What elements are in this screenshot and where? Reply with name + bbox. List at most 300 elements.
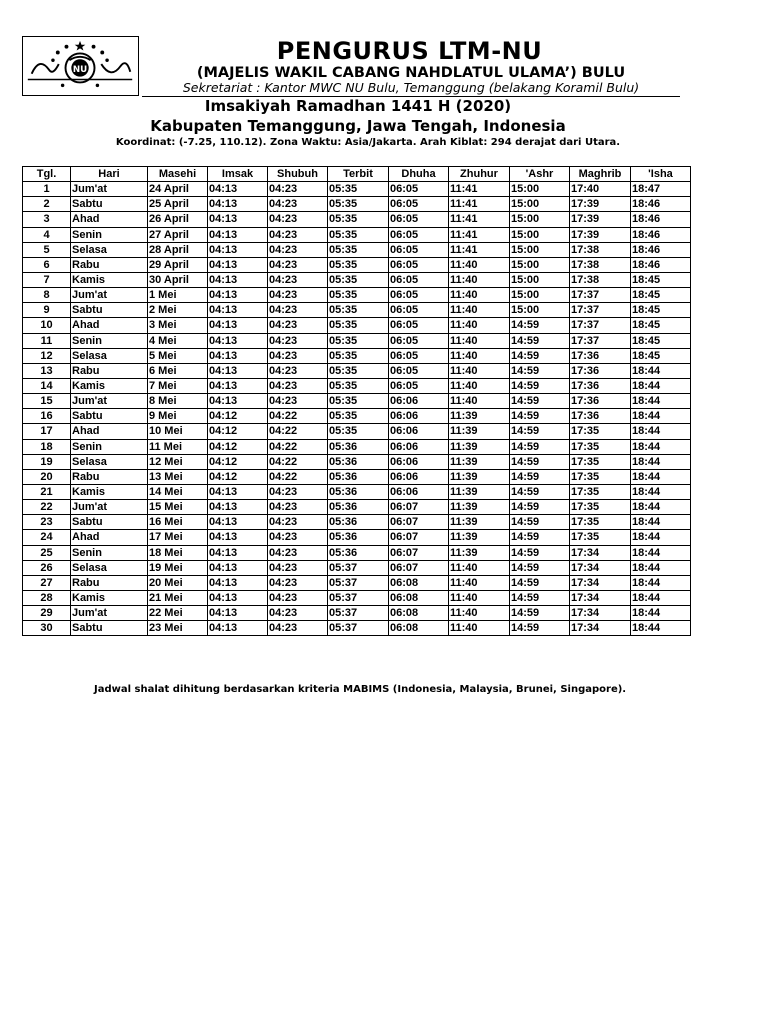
table-cell: 14:59 [510,606,570,621]
table-cell: 17:39 [570,227,631,242]
table-row [23,515,691,530]
table-row [23,378,691,393]
cell-day-number: 23 [23,515,71,530]
table-cell: 15:00 [510,303,570,318]
table-cell: 05:35 [328,197,389,212]
table-cell: 18:46 [631,197,691,212]
table-cell: 05:35 [328,212,389,227]
cell-day-number: 6 [23,257,71,272]
table-cell: 05:35 [328,409,389,424]
table-cell: 14:59 [510,439,570,454]
table-cell: 05:35 [328,333,389,348]
table-cell: 24 April [148,182,208,197]
table-cell: 04:13 [208,500,268,515]
table-cell: 06:07 [389,560,449,575]
table-row [23,348,691,363]
table-row [23,439,691,454]
table-cell: 04:13 [208,394,268,409]
table-cell: 11:39 [449,484,510,499]
table-cell: 11:40 [449,348,510,363]
table-cell: 18:44 [631,515,691,530]
table-cell: 05:36 [328,484,389,499]
table-cell: Jum'at [71,182,148,197]
table-cell: 14:59 [510,621,570,636]
table-row [23,394,691,409]
table-cell: 11:40 [449,590,510,605]
cell-day-number: 22 [23,500,71,515]
table-cell: 04:13 [208,303,268,318]
table-cell: Selasa [71,348,148,363]
table-cell: Sabtu [71,303,148,318]
table-cell: 14:59 [510,378,570,393]
table-cell: 13 Mei [148,469,208,484]
table-cell: 11:41 [449,197,510,212]
table-cell: 17:35 [570,530,631,545]
table-cell: Kamis [71,378,148,393]
table-cell: 4 Mei [148,333,208,348]
cell-day-number: 14 [23,378,71,393]
table-cell: Senin [71,333,148,348]
column-header: Zhuhur [449,167,510,182]
table-cell: 14:59 [510,560,570,575]
table-row [23,363,691,378]
table-cell: 05:35 [328,182,389,197]
cell-day-number: 3 [23,212,71,227]
table-cell: 11:39 [449,500,510,515]
table-cell: 17:37 [570,303,631,318]
table-cell: 18:44 [631,545,691,560]
table-cell: 05:35 [328,227,389,242]
table-cell: 14:59 [510,394,570,409]
table-cell: 06:05 [389,242,449,257]
table-cell: 15:00 [510,242,570,257]
table-cell: 17:35 [570,454,631,469]
table-cell: 05:35 [328,318,389,333]
table-cell: 14:59 [510,590,570,605]
column-header: Shubuh [268,167,328,182]
table-cell: 18:45 [631,303,691,318]
table-cell: 20 Mei [148,575,208,590]
table-cell: 18:45 [631,288,691,303]
table-cell: 17:35 [570,469,631,484]
table-cell: Selasa [71,454,148,469]
table-cell: 06:05 [389,363,449,378]
table-cell: 11:40 [449,333,510,348]
table-cell: 11:39 [449,439,510,454]
table-cell: 11:40 [449,272,510,287]
table-cell: 17:36 [570,409,631,424]
table-cell: 19 Mei [148,560,208,575]
column-header: Dhuha [389,167,449,182]
table-cell: 18:45 [631,318,691,333]
table-cell: 11:40 [449,394,510,409]
table-cell: 04:22 [268,454,328,469]
cell-day-number: 12 [23,348,71,363]
table-row [23,454,691,469]
table-cell: 06:05 [389,212,449,227]
cell-day-number: 19 [23,454,71,469]
cell-day-number: 2 [23,197,71,212]
column-header: Terbit [328,167,389,182]
table-cell: 15:00 [510,257,570,272]
table-cell: 28 April [148,242,208,257]
table-cell: 18:45 [631,348,691,363]
table-cell: 05:36 [328,469,389,484]
table-row [23,182,691,197]
table-cell: 04:22 [268,469,328,484]
table-cell: 14:59 [510,545,570,560]
table-row [23,242,691,257]
table-row [23,424,691,439]
table-cell: 06:05 [389,227,449,242]
table-cell: 04:12 [208,439,268,454]
table-cell: 9 Mei [148,409,208,424]
table-cell: 04:23 [268,303,328,318]
table-cell: 04:13 [208,575,268,590]
table-cell: 2 Mei [148,303,208,318]
table-cell: 11:39 [449,424,510,439]
table-cell: 18:46 [631,242,691,257]
table-cell: 04:23 [268,348,328,363]
table-cell: 18:46 [631,227,691,242]
table-cell: 10 Mei [148,424,208,439]
table-cell: 05:37 [328,621,389,636]
table-cell: 5 Mei [148,348,208,363]
table-cell: Jum'at [71,606,148,621]
table-cell: 05:36 [328,454,389,469]
table-cell: 17:37 [570,333,631,348]
table-cell: 06:08 [389,575,449,590]
table-cell: 18:44 [631,409,691,424]
footnote: Jadwal shalat dihitung berdasarkan kriteria MABIMS (Indonesia, Malaysia, Brunei, Singapore). [94,684,627,695]
table-cell: Ahad [71,318,148,333]
table-cell: 14:59 [510,469,570,484]
table-cell: 18:44 [631,606,691,621]
cell-day-number: 4 [23,227,71,242]
cell-day-number: 18 [23,439,71,454]
table-cell: 05:35 [328,394,389,409]
table-cell: 05:36 [328,545,389,560]
table-cell: 04:13 [208,182,268,197]
table-cell: 17:39 [570,197,631,212]
table-cell: 06:08 [389,590,449,605]
table-cell: 04:13 [208,545,268,560]
table-cell: 04:13 [208,318,268,333]
cell-day-number: 13 [23,363,71,378]
table-cell: 04:23 [268,272,328,287]
table-cell: 04:13 [208,212,268,227]
table-cell: 14:59 [510,409,570,424]
table-cell: 04:13 [208,272,268,287]
table-cell: 06:06 [389,484,449,499]
table-cell: 04:13 [208,590,268,605]
cell-day-number: 27 [23,575,71,590]
table-cell: 17 Mei [148,530,208,545]
table-cell: 05:35 [328,424,389,439]
table-cell: 17:34 [570,606,631,621]
table-cell: Senin [71,545,148,560]
table-cell: 15:00 [510,182,570,197]
table-cell: Rabu [71,363,148,378]
table-cell: 06:05 [389,257,449,272]
table-cell: 06:06 [389,394,449,409]
table-cell: 17:34 [570,590,631,605]
table-cell: 1 Mei [148,288,208,303]
table-cell: 05:35 [328,303,389,318]
table-cell: 17:35 [570,439,631,454]
table-body [23,182,691,636]
table-cell: 06:05 [389,333,449,348]
table-cell: 14:59 [510,424,570,439]
column-header: 'Isha [631,167,691,182]
table-cell: 11:40 [449,378,510,393]
table-cell: 17:34 [570,560,631,575]
table-row [23,621,691,636]
table-cell: 05:37 [328,606,389,621]
cell-day-number: 7 [23,272,71,287]
table-cell: Kamis [71,590,148,605]
table-cell: 04:12 [208,454,268,469]
cell-day-number: 17 [23,424,71,439]
table-cell: 16 Mei [148,515,208,530]
nu-emblem-icon [23,37,138,95]
table-cell: 11:40 [449,288,510,303]
table-cell: 11:39 [449,545,510,560]
table-cell: 04:13 [208,197,268,212]
nu-logo-text: NU [72,64,88,75]
table-row [23,560,691,575]
table-cell: 11:40 [449,257,510,272]
table-cell: 04:13 [208,560,268,575]
table-cell: 04:23 [268,257,328,272]
table-cell: 11:39 [449,515,510,530]
table-cell: 6 Mei [148,363,208,378]
table-cell: Rabu [71,257,148,272]
table-cell: 04:22 [268,439,328,454]
table-cell: 18:45 [631,333,691,348]
table-cell: 18:46 [631,257,691,272]
table-cell: 17:37 [570,288,631,303]
table-row [23,288,691,303]
table-cell: 7 Mei [148,378,208,393]
table-cell: 04:13 [208,363,268,378]
table-cell: 18:44 [631,424,691,439]
table-cell: 14:59 [510,318,570,333]
table-row [23,272,691,287]
table-cell: 14:59 [510,454,570,469]
cell-day-number: 30 [23,621,71,636]
table-cell: 18:46 [631,212,691,227]
table-cell: 11:40 [449,318,510,333]
table-cell: 04:23 [268,484,328,499]
table-cell: 18:44 [631,469,691,484]
table-cell: 04:13 [208,530,268,545]
table-cell: 18:44 [631,394,691,409]
table-cell: 04:12 [208,424,268,439]
table-cell: 11:39 [449,530,510,545]
table-cell: Kamis [71,272,148,287]
cell-day-number: 25 [23,545,71,560]
table-cell: 04:23 [268,197,328,212]
cell-day-number: 28 [23,590,71,605]
table-cell: 06:05 [389,272,449,287]
table-cell: 06:05 [389,318,449,333]
table-cell: 04:23 [268,378,328,393]
table-cell: 06:07 [389,515,449,530]
table-cell: 04:23 [268,575,328,590]
cell-day-number: 29 [23,606,71,621]
table-row [23,590,691,605]
table-cell: 04:13 [208,606,268,621]
table-cell: 11:41 [449,242,510,257]
table-cell: 04:23 [268,500,328,515]
table-cell: 04:23 [268,227,328,242]
table-cell: 04:23 [268,621,328,636]
table-cell: 17:36 [570,363,631,378]
table-cell: 06:06 [389,439,449,454]
table-cell: 04:13 [208,288,268,303]
table-cell: 06:06 [389,469,449,484]
cell-day-number: 10 [23,318,71,333]
table-cell: 04:13 [208,621,268,636]
table-cell: 05:36 [328,439,389,454]
table-cell: 17:34 [570,575,631,590]
table-cell: 15:00 [510,272,570,287]
table-cell: 04:23 [268,530,328,545]
table-row [23,500,691,515]
table-cell: 27 April [148,227,208,242]
table-cell: 17:38 [570,242,631,257]
table-cell: 11:40 [449,363,510,378]
table-cell: 14 Mei [148,484,208,499]
table-header-row [23,167,691,182]
table-cell: 11:39 [449,469,510,484]
table-cell: 11:40 [449,575,510,590]
org-title: PENGURUS LTM-NU [276,37,543,65]
table-cell: 22 Mei [148,606,208,621]
table-cell: 21 Mei [148,590,208,605]
table-cell: 06:05 [389,303,449,318]
table-cell: 06:07 [389,500,449,515]
table-cell: 05:35 [328,378,389,393]
table-cell: Jum'at [71,288,148,303]
table-cell: 06:08 [389,621,449,636]
table-cell: 25 April [148,197,208,212]
table-cell: 04:23 [268,560,328,575]
table-cell: 17:36 [570,378,631,393]
table-cell: Jum'at [71,500,148,515]
table-cell: 04:23 [268,242,328,257]
table-cell: 04:23 [268,288,328,303]
table-cell: 04:13 [208,227,268,242]
table-cell: 05:35 [328,363,389,378]
table-cell: 17:34 [570,545,631,560]
table-cell: 15:00 [510,197,570,212]
table-cell: 8 Mei [148,394,208,409]
table-cell: 04:23 [268,545,328,560]
table-cell: 18:47 [631,182,691,197]
cell-day-number: 8 [23,288,71,303]
table-cell: 14:59 [510,333,570,348]
table-cell: Sabtu [71,197,148,212]
table-cell: 06:05 [389,378,449,393]
table-cell: 04:22 [268,409,328,424]
table-cell: 17:39 [570,212,631,227]
table-cell: 06:05 [389,288,449,303]
table-cell: 05:35 [328,272,389,287]
table-cell: 04:23 [268,182,328,197]
column-header: 'Ashr [510,167,570,182]
table-cell: 04:12 [208,469,268,484]
table-cell: Sabtu [71,409,148,424]
table-cell: 04:13 [208,333,268,348]
table-cell: 11 Mei [148,439,208,454]
table-cell: 04:23 [268,363,328,378]
table-cell: 18:44 [631,500,691,515]
table-row [23,197,691,212]
table-cell: 11:39 [449,454,510,469]
table-cell: 06:05 [389,197,449,212]
table-cell: 11:41 [449,212,510,227]
table-row [23,257,691,272]
table-cell: Ahad [71,530,148,545]
table-cell: 14:59 [510,530,570,545]
table-cell: 05:37 [328,575,389,590]
table-cell: 06:05 [389,348,449,363]
document-region: Kabupaten Temanggung, Jawa Tengah, Indonesia [150,117,566,135]
table-cell: 15:00 [510,212,570,227]
table-cell: 17:38 [570,257,631,272]
table-cell: 18 Mei [148,545,208,560]
table-cell: 04:12 [208,409,268,424]
table-cell: Selasa [71,560,148,575]
table-cell: 06:05 [389,182,449,197]
table-cell: 06:08 [389,606,449,621]
table-row [23,409,691,424]
org-address: Sekretariat : Kantor MWC NU Bulu, Temanggung (belakang Koramil Bulu) [142,80,680,97]
cell-day-number: 11 [23,333,71,348]
table-row [23,606,691,621]
table-cell: 06:06 [389,409,449,424]
cell-day-number: 21 [23,484,71,499]
table-cell: 11:41 [449,227,510,242]
cell-day-number: 16 [23,409,71,424]
table-cell: 04:23 [268,394,328,409]
table-cell: Ahad [71,424,148,439]
table-cell: 06:07 [389,545,449,560]
table-cell: 17:35 [570,424,631,439]
document-title: Imsakiyah Ramadhan 1441 H (2020) [204,97,512,115]
column-header: Imsak [208,167,268,182]
table-cell: 17:36 [570,348,631,363]
table-cell: 17:36 [570,394,631,409]
table-cell: 11:40 [449,606,510,621]
table-row [23,575,691,590]
table-cell: 11:40 [449,560,510,575]
table-cell: 04:23 [268,212,328,227]
table-cell: 15:00 [510,227,570,242]
table-cell: 17:35 [570,484,631,499]
table-cell: 04:13 [208,348,268,363]
table-row [23,530,691,545]
table-cell: 05:35 [328,242,389,257]
table-cell: 18:44 [631,590,691,605]
table-cell: 04:23 [268,333,328,348]
cell-day-number: 24 [23,530,71,545]
table-cell: 04:22 [268,424,328,439]
table-cell: 11:40 [449,621,510,636]
table-row [23,227,691,242]
